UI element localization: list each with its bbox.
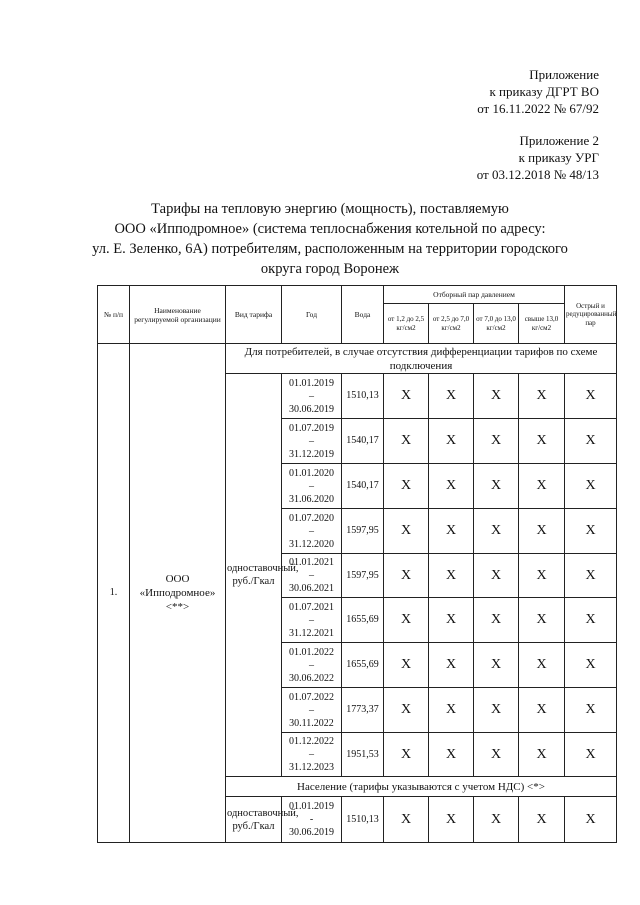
period-from: 01.07.2019 bbox=[289, 422, 334, 434]
x-mark: X bbox=[519, 688, 565, 733]
x-mark: X bbox=[384, 509, 429, 554]
water-tariff-value: 1540,17 bbox=[342, 464, 384, 509]
water-tariff-value: 1597,95 bbox=[342, 509, 384, 554]
x-mark: X bbox=[565, 643, 617, 688]
period-to: 30.06.2022 bbox=[289, 672, 334, 684]
x-mark: X bbox=[384, 464, 429, 509]
x-mark: X bbox=[474, 643, 519, 688]
x-mark: X bbox=[519, 419, 565, 464]
x-mark: X bbox=[429, 733, 474, 777]
x-mark: X bbox=[474, 374, 519, 419]
x-mark: X bbox=[474, 598, 519, 643]
title-line-1: Тарифы на тепловую энергию (мощность), поставляемую bbox=[151, 201, 509, 217]
period-to: 30.06.2019 bbox=[289, 827, 334, 838]
period-dash: – bbox=[309, 570, 314, 581]
x-mark: X bbox=[565, 374, 617, 419]
period-dash: – bbox=[309, 480, 314, 492]
section1-tariff-type: одноставочный, руб./Гкал bbox=[226, 374, 282, 777]
x-mark: X bbox=[429, 688, 474, 733]
title-line-3: ул. Е. Зеленко, 6А) потребителям, расположенным на территории городского bbox=[92, 241, 568, 257]
x-mark: X bbox=[519, 554, 565, 598]
x-mark: X bbox=[429, 643, 474, 688]
header-year: Год bbox=[282, 286, 342, 344]
period-to: 31.12.2020 bbox=[289, 538, 334, 550]
section-1-title: Для потребителей, в случае отсутствия дифференциации тарифов по схеме подключения bbox=[226, 344, 617, 374]
x-mark: X bbox=[519, 733, 565, 777]
section-2-title: Население (тарифы указываются с учетом НДС) <*> bbox=[226, 777, 617, 797]
org-name: ООО «Ипподромное» <**> bbox=[130, 344, 226, 843]
x-mark: X bbox=[429, 464, 474, 509]
period-cell bbox=[282, 554, 342, 598]
header-2-line-2: к приказу УРГ bbox=[518, 150, 599, 165]
water-tariff-value: 1510,13 bbox=[342, 797, 384, 843]
period-from: 01.01.2019 bbox=[289, 377, 334, 389]
period-to: 31.12.2021 bbox=[289, 627, 334, 639]
header-org: Наименование регулируемой организации bbox=[130, 286, 226, 344]
x-mark: X bbox=[474, 419, 519, 464]
header-tariff-type: Вид тарифа bbox=[226, 286, 282, 344]
x-mark: X bbox=[519, 509, 565, 554]
x-mark: X bbox=[474, 509, 519, 554]
x-mark: X bbox=[429, 797, 474, 843]
row-number: 1. bbox=[98, 344, 130, 843]
period-dash: – bbox=[309, 749, 314, 760]
period-cell bbox=[282, 797, 342, 843]
water-tariff-value: 1773,37 bbox=[342, 688, 384, 733]
period-from: 01.01.2021 bbox=[289, 557, 334, 568]
period-cell bbox=[282, 643, 342, 688]
header-2-line-1: Приложение 2 bbox=[519, 133, 599, 148]
header-block-1 bbox=[477, 66, 599, 117]
period-cell bbox=[282, 688, 342, 733]
x-mark: X bbox=[519, 797, 565, 843]
header-sharp-steam: Острый и редуцированный пар bbox=[565, 286, 617, 344]
x-mark: X bbox=[565, 554, 617, 598]
header-1-line-3: от 16.11.2022 № 67/92 bbox=[477, 101, 599, 116]
x-mark: X bbox=[384, 688, 429, 733]
water-tariff-value: 1510,13 bbox=[342, 374, 384, 419]
x-mark: X bbox=[565, 419, 617, 464]
x-mark: X bbox=[565, 598, 617, 643]
water-tariff-value: 1655,69 bbox=[342, 598, 384, 643]
header-steam-group: Отборный пар давлением bbox=[384, 286, 565, 304]
x-mark: X bbox=[429, 554, 474, 598]
x-mark: X bbox=[474, 464, 519, 509]
period-dash: - bbox=[309, 814, 314, 825]
water-tariff-value: 1951,53 bbox=[342, 733, 384, 777]
period-dash: – bbox=[309, 525, 314, 537]
period-dash: – bbox=[309, 614, 314, 626]
x-mark: X bbox=[474, 797, 519, 843]
x-mark: X bbox=[565, 464, 617, 509]
period-to: 31.12.2019 bbox=[289, 448, 334, 460]
x-mark: X bbox=[474, 733, 519, 777]
period-from: 01.07.2020 bbox=[289, 512, 334, 524]
x-mark: X bbox=[565, 509, 617, 554]
x-mark: X bbox=[519, 643, 565, 688]
x-mark: X bbox=[429, 598, 474, 643]
period-dash: – bbox=[309, 390, 314, 402]
period-cell bbox=[282, 733, 342, 777]
period-to: 30.06.2021 bbox=[289, 583, 334, 594]
x-mark: X bbox=[474, 554, 519, 598]
header-steam-3: от 7,0 до 13,0 кг/см2 bbox=[474, 304, 519, 344]
x-mark: X bbox=[429, 374, 474, 419]
period-cell bbox=[282, 598, 342, 643]
period-from: 01.12.2022 bbox=[289, 736, 334, 747]
period-cell bbox=[282, 509, 342, 554]
document-title bbox=[60, 199, 600, 279]
x-mark: X bbox=[429, 419, 474, 464]
period-from: 01.01.2022 bbox=[289, 646, 334, 658]
header-steam-2: от 2,5 до 7,0 кг/см2 bbox=[429, 304, 474, 344]
x-mark: X bbox=[384, 374, 429, 419]
x-mark: X bbox=[519, 374, 565, 419]
period-from: 01.07.2022 bbox=[289, 691, 334, 703]
x-mark: X bbox=[429, 509, 474, 554]
x-mark: X bbox=[565, 733, 617, 777]
x-mark: X bbox=[519, 464, 565, 509]
header-num: № п/п bbox=[98, 286, 130, 344]
header-1-line-1: Приложение bbox=[529, 67, 599, 82]
x-mark: X bbox=[474, 688, 519, 733]
period-dash: – bbox=[309, 704, 314, 716]
period-to: 31.12.2023 bbox=[289, 762, 334, 773]
period-cell bbox=[282, 464, 342, 509]
x-mark: X bbox=[519, 598, 565, 643]
water-tariff-value: 1540,17 bbox=[342, 419, 384, 464]
title-line-4: округа город Воронеж bbox=[260, 261, 400, 277]
water-tariff-value: 1655,69 bbox=[342, 643, 384, 688]
header-steam-4: свыше 13,0 кг/см2 bbox=[519, 304, 565, 344]
x-mark: X bbox=[565, 688, 617, 733]
header-2-line-3: от 03.12.2018 № 48/13 bbox=[476, 167, 599, 182]
header-1-line-2: к приказу ДГРТ ВО bbox=[489, 84, 599, 99]
period-from: 01.01.2020 bbox=[289, 467, 334, 479]
x-mark: X bbox=[384, 598, 429, 643]
period-dash: – bbox=[309, 435, 314, 447]
period-to: 31.06.2020 bbox=[289, 493, 334, 505]
tariff-table bbox=[97, 285, 617, 843]
x-mark: X bbox=[384, 554, 429, 598]
header-water: Вода bbox=[342, 286, 384, 344]
period-from: 01.07.2021 bbox=[289, 601, 334, 613]
period-to: 30.06.2019 bbox=[289, 403, 334, 415]
x-mark: X bbox=[384, 643, 429, 688]
period-from: 01.01.2019 bbox=[289, 801, 334, 812]
x-mark: X bbox=[384, 733, 429, 777]
header-steam-1: от 1,2 до 2,5 кг/см2 bbox=[384, 304, 429, 344]
header-block-2 bbox=[477, 132, 599, 183]
x-mark: X bbox=[384, 797, 429, 843]
period-cell bbox=[282, 419, 342, 464]
period-to: 30.11.2022 bbox=[289, 717, 334, 729]
title-line-2: ООО «Ипподромное» (система теплоснабжения котельной по адресу: bbox=[114, 221, 546, 237]
section2-tariff-type: одноставочный, руб./Гкал bbox=[226, 797, 282, 843]
x-mark: X bbox=[565, 797, 617, 843]
period-cell bbox=[282, 374, 342, 419]
water-tariff-value: 1597,95 bbox=[342, 554, 384, 598]
period-dash: – bbox=[309, 659, 314, 671]
x-mark: X bbox=[384, 419, 429, 464]
